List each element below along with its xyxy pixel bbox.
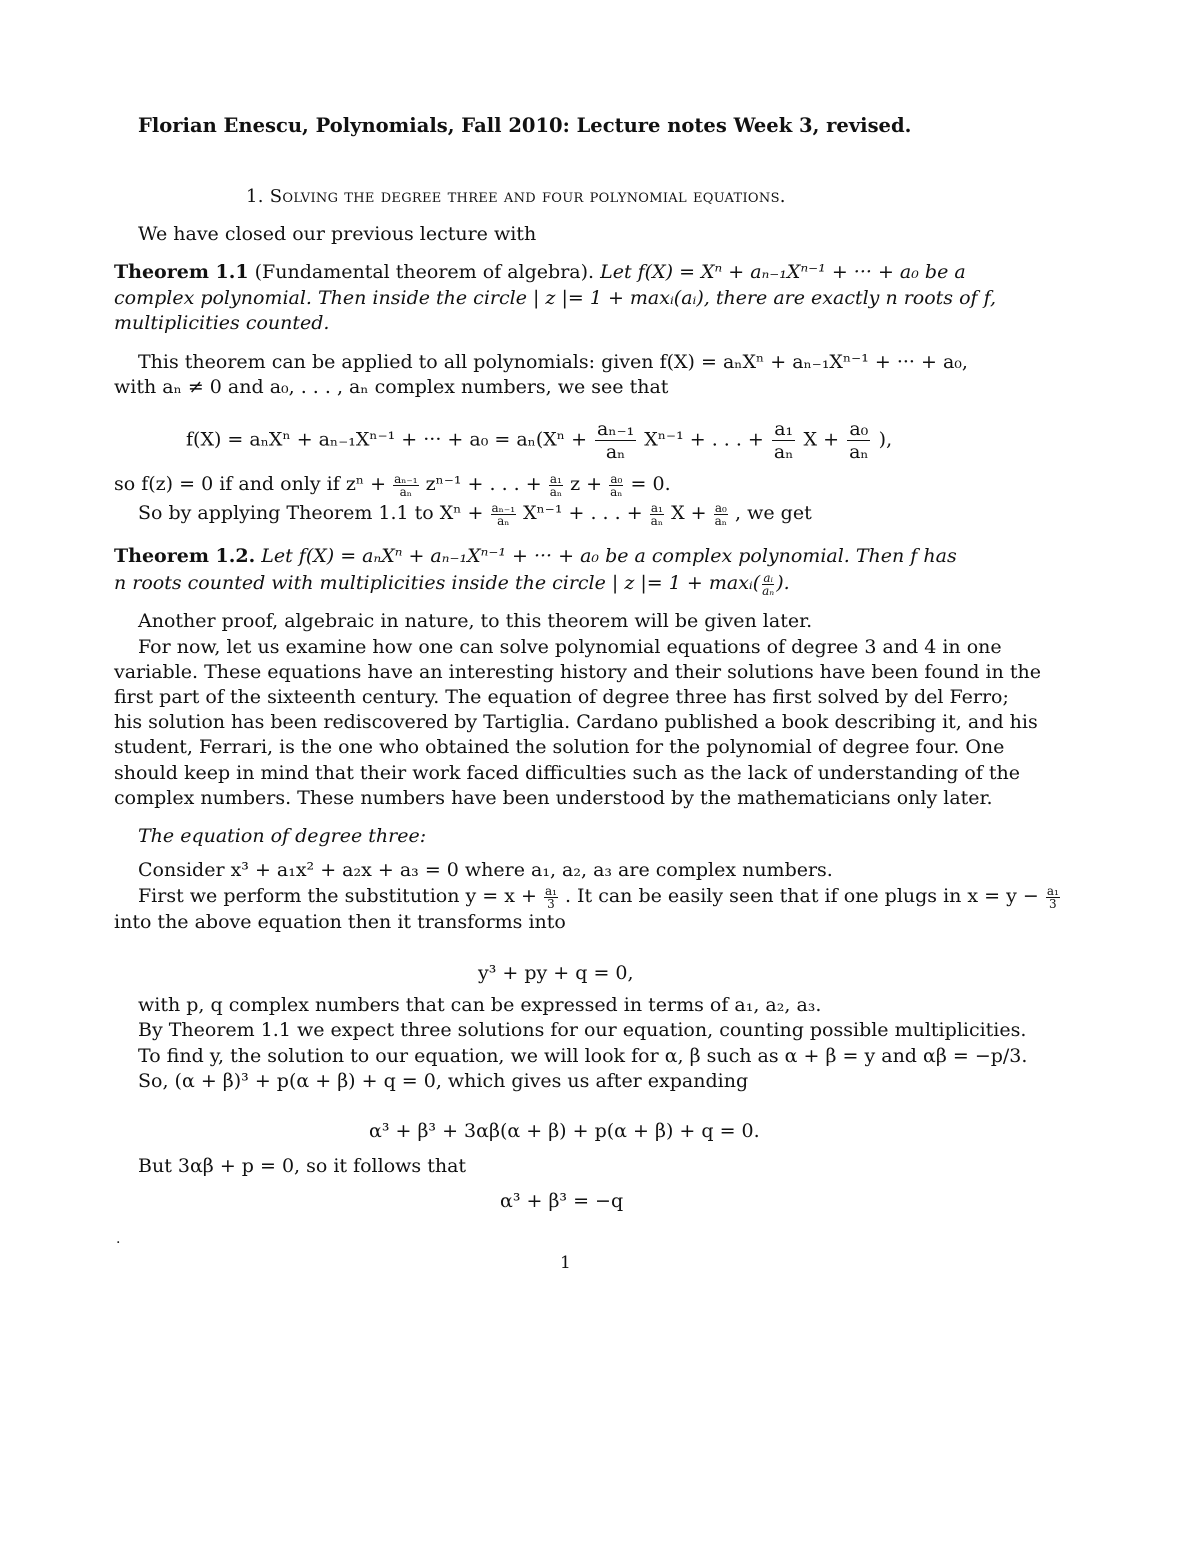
eq1-fraction-2: $\frac{\text{a₁}}{\text{aₙ}}$: [773, 418, 794, 463]
eq1-fraction-3: $\frac{\text{a₀}}{\text{aₙ}}$: [849, 418, 869, 463]
degree-three-heading: The equation of degree three:: [138, 825, 427, 847]
to-find-line: To find y, the solution to our equation, we will look for α, β such as α + β = y and αβ = −p/3.: [138, 1045, 1028, 1067]
but-line: But 3αβ + p = 0, so it follows that: [138, 1155, 467, 1177]
document-title: Florian Enescu, Polynomials, Fall 2010: Lecture notes Week 3, revised.: [138, 114, 912, 137]
paragraph-3-line-5: student, Ferrari, is the one who obtained the solution for the polynomial of degree four. One: [114, 736, 1005, 758]
equation-2: y³ + py + q = 0,: [478, 962, 634, 984]
theorem-1-2-label: Theorem 1.2.: [114, 545, 256, 567]
equation-1: f(X) = aₙXⁿ + aₙ₋₁Xⁿ⁻¹ + ··· + a₀ = aₙ(Xⁿ + $\frac{\text{aₙ₋₁}}{\text{aₙ}}$ Xⁿ⁻¹ + . . . + $\frac{\text{a₁}}{\text{aₙ}}$ X + $\frac{\text{a₀}}{\text{aₙ}}$ ),: [186, 418, 893, 463]
theorem-1-1-statement-3: multiplicities counted.: [114, 312, 330, 334]
consider-line: Consider x³ + a₁x² + a₂x + a₃ = 0 where a₁, a₂, a₃ are complex numbers.: [138, 859, 833, 881]
with-pq-line: with p, q complex numbers that can be expressed in terms of a₁, a₂, a₃.: [138, 994, 822, 1016]
by-theorem-line: By Theorem 1.1 we expect three solutions for our equation, counting possible multiplicities.: [138, 1019, 1027, 1041]
paragraph-3-line-3: first part of the sixteenth century. The equation of degree three has first solved by del Ferro;: [114, 686, 1009, 708]
theorem-1-1-line-1: [114, 259, 966, 285]
substitution-line-2: into the above equation then it transforms into: [114, 911, 566, 933]
substitution-line: First we perform the substitution y = x + $\frac{\text{a₁}}{3}$ . It can be easily seen that if one plugs in x = y − $\frac{\text{a₁}}{3}$: [138, 883, 1059, 911]
theorem-1-2-line-2: n roots counted with multiplicities inside the circle | z |= 1 + maxᵢ( $\frac{\text{aᵢ}}{\text{aₙ}}$ ).: [114, 570, 790, 598]
so-expand-line: So, (α + β)³ + p(α + β) + q = 0, which gives us after expanding: [138, 1070, 749, 1092]
theorem-1-1-label: Theorem 1.1: [114, 261, 249, 283]
section-heading: 1. Solving the degree three and four polynomial equations.: [246, 186, 786, 207]
paragraph-3-line-2: variable. These equations have an interesting history and their solutions have been found in the: [114, 661, 1041, 683]
paragraph-2: Another proof, algebraic in nature, to this theorem will be given later.: [138, 610, 813, 632]
paragraph-3-line-6: should keep in mind that their work faced difficulties such as the lack of understanding of the: [114, 762, 1021, 784]
footnote-mark: .: [116, 1231, 121, 1247]
paragraph-3-line-4: his solution has been rediscovered by Tartiglia. Cardano published a book describing it, and his: [114, 711, 1038, 733]
equation-4: α³ + β³ = −q: [500, 1190, 624, 1212]
equation-3: α³ + β³ + 3αβ(α + β) + p(α + β) + q = 0.: [369, 1120, 760, 1142]
paragraph-3-line-1: For now, let us examine how one can solve polynomial equations of degree 3 and 4 in one: [138, 636, 1002, 658]
apply-line: So by applying Theorem 1.1 to Xⁿ + $\frac{\text{aₙ₋₁}}{\text{aₙ}}$ Xⁿ⁻¹ + . . . + $\frac{\text{a₁}}{\text{aₙ}}$ X + $\frac{\text{a₀}}{\text{aₙ}}$ , we get: [138, 500, 812, 528]
theorem-1-1-name: (Fundamental theorem of algebra).: [254, 261, 595, 283]
eq1-fraction-1: $\frac{\text{aₙ₋₁}}{\text{aₙ}}$: [597, 418, 635, 463]
theorem-1-2-line-1: Theorem 1.2. Let f(X) = aₙXⁿ + aₙ₋₁Xⁿ⁻¹ + ··· + a₀ be a complex polynomial. Then f has: [114, 545, 957, 567]
theorem-1-1-statement-2: complex polynomial. Then inside the circle | z |= 1 + maxᵢ(aᵢ), there are exactly n roots of f,: [114, 287, 997, 309]
intro-text: We have closed our previous lecture with: [138, 223, 537, 245]
paragraph-3-line-7: complex numbers. These numbers have been understood by the mathematicians only later.: [114, 787, 993, 809]
page-number: 1: [560, 1253, 571, 1273]
paragraph-1-line-2: with aₙ ≠ 0 and a₀, . . . , aₙ complex numbers, we see that: [114, 376, 669, 398]
theorem-1-1-statement-1: Let f(X) = Xⁿ + aₙ₋₁Xⁿ⁻¹ + ··· + a₀ be a: [600, 261, 966, 283]
so-line: so f(z) = 0 if and only if zⁿ + $\frac{\text{aₙ₋₁}}{\text{aₙ}}$ zⁿ⁻¹ + . . . + $\frac{\text{a₁}}{\text{aₙ}}$ z + $\frac{\text{a₀}}{\text{aₙ}}$ = 0.: [114, 471, 671, 499]
paragraph-1-line-1: This theorem can be applied to all polynomials: given f(X) = aₙXⁿ + aₙ₋₁Xⁿ⁻¹ + ··· + a₀,: [138, 351, 968, 373]
